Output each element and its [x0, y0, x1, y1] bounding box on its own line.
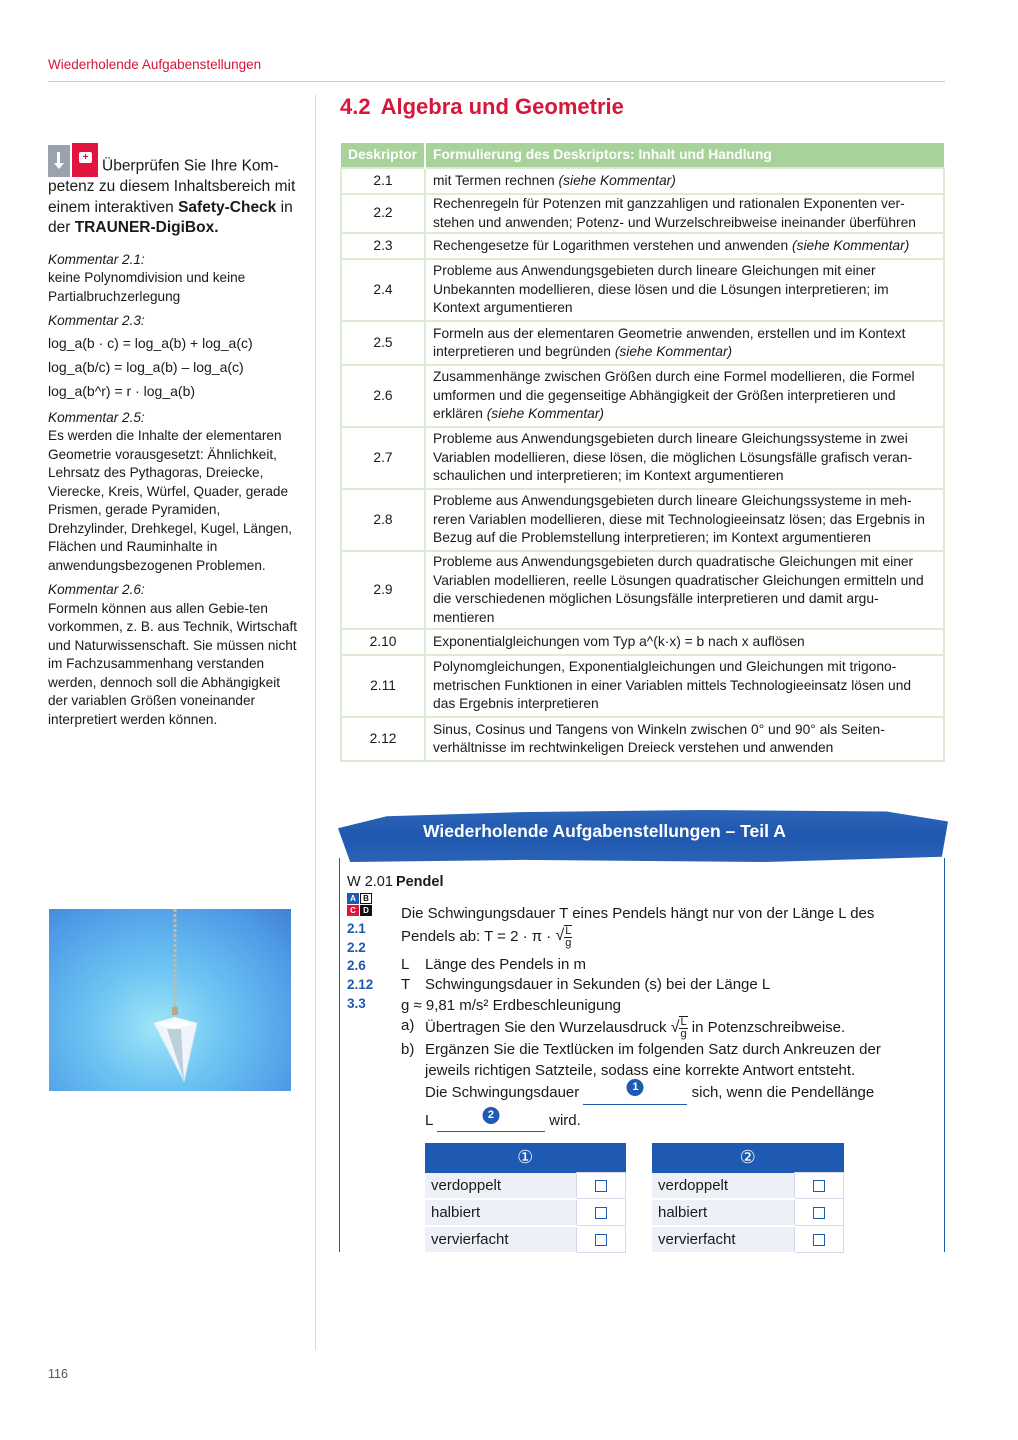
table-row: [341, 655, 944, 717]
descriptor-id: 2.8: [341, 489, 425, 551]
digibox-link[interactable]: TRAUNER-DigiBox.: [74, 219, 219, 236]
task-intro: Die Schwingungsdauer T eines Pendels hängt nur von der Länge L des: [401, 905, 875, 922]
kommentar-text: keine Polynomdivision und keine Partialbruchzerlegung: [48, 270, 246, 304]
descriptor-ref: 2.2: [347, 939, 366, 955]
descriptor-refs: [347, 920, 373, 1014]
kommentar-2-3: [48, 312, 298, 403]
kommentar-2-1: [48, 251, 298, 307]
table-row: [341, 365, 944, 427]
descriptor-text: [425, 489, 944, 551]
checkbox-1-halbiert[interactable]: [595, 1207, 607, 1219]
table-row: [341, 629, 944, 655]
table-row: [341, 321, 944, 365]
difficulty-a: A: [347, 893, 359, 904]
subtask-a: [401, 1016, 921, 1040]
sentence-part: wird.: [544, 1111, 581, 1129]
descriptor-id: 2.12: [341, 717, 425, 761]
descriptor-id: 2.7: [341, 427, 425, 489]
descriptor-description: Probleme aus Anwendungsgebieten durch lineare Gleichungssysteme in zwei Variablen modellieren, diese lösen, die möglichen Lösungsfälle grafisch veran-schaulichen und interpretieren; im Kontext argumentieren: [433, 431, 913, 484]
safety-check-icon[interactable]: [48, 143, 98, 177]
column-header-formulierung: Formulierung des Deskriptors: Inhalt und Handlung: [425, 143, 944, 168]
pendulum-photo: [49, 909, 291, 1091]
gap-2[interactable]: [437, 1108, 545, 1133]
descriptor-description: Polynomgleichungen, Exponentialgleichungen und Gleichungen mit trigono-metrischen Funktionen in einer Variablen mittels Technologieeinsatz lösen und das Ergebnis interpretieren: [433, 659, 912, 712]
descriptor-id: 2.1: [341, 168, 425, 194]
descriptor-id: 2.5: [341, 321, 425, 365]
kommentar-text: Formeln können aus allen Gebie-ten vorkommen, z. B. aus Technik, Wirtschaft und Naturwissenschaft. Sie müssen nicht im Fachzusammenhang verstanden werden, dennoch soll die Abhängigkeit der variablen Größen voneinander interpretiert werden können.: [48, 600, 298, 727]
choice-row: [652, 1226, 844, 1253]
column-header-deskriptor: Deskriptor: [341, 143, 425, 168]
subtask-label: b): [401, 1041, 415, 1058]
descriptor-description: Exponentialgleichungen vom Typ a^(k·x) = b nach x auflösen: [433, 633, 805, 649]
variable-t: [401, 975, 921, 996]
descriptor-text: [425, 365, 944, 427]
see-comment-note: (siehe Kommentar): [614, 344, 733, 359]
choice-row: [425, 1226, 626, 1253]
sentence-part: L: [425, 1111, 437, 1129]
variable-text: Schwingungsdauer in Sekunden (s) bei der Länge L: [425, 976, 771, 993]
kommentar-text: Es werden die Inhalte der elementaren Geometrie vorausgesetzt: Ähnlichkeit, Lehrsatz des Pythagoras, Dreiecke, Vierecke, Kreis, Würfel, Quader, gerade Prismen, gerade Pyramiden, Drehzylinder, Drehkegel, Kugel, Längen, Flächen und Rauminhalte in anwendungsbezogenen Problemen.: [48, 428, 293, 573]
descriptor-text: [425, 427, 944, 489]
subtask-text: in Potenzschreibweise.: [687, 1018, 846, 1036]
pendulum-image: [49, 909, 291, 1091]
descriptor-text: [425, 717, 944, 761]
choice-row: [652, 1173, 844, 1199]
formula-denominator: g: [565, 936, 572, 949]
kommentar-title: Kommentar 2.5:: [48, 409, 145, 425]
formula-numerator: L: [680, 1016, 687, 1028]
table-row: [341, 168, 944, 194]
table-row: [341, 427, 944, 489]
difficulty-grid: [347, 893, 373, 916]
descriptor-id: 2.2: [341, 194, 425, 233]
choice-label: verdoppelt: [425, 1173, 577, 1199]
table-row: [341, 717, 944, 761]
column-divider: [315, 95, 316, 1350]
subtask-text: Übertragen Sie den Wurzelausdruck: [425, 1018, 671, 1036]
descriptor-table: [340, 143, 945, 762]
descriptor-id: 2.10: [341, 629, 425, 655]
checkbox-1-verdoppelt[interactable]: [595, 1180, 607, 1192]
task-intro: Pendels ab: T = 2 · π ·: [401, 927, 556, 945]
descriptor-text: [425, 194, 944, 233]
table-row: [341, 551, 944, 629]
descriptor-description: Sinus, Cosinus und Tangens von Winkeln zwischen 0° und 90° als Seiten-verhältnisse im rechtwinkeligen Dreieck verstehen und anwenden: [433, 721, 885, 755]
safety-check-note: [48, 143, 298, 239]
descriptor-text: [425, 321, 944, 365]
section-title: [340, 94, 624, 120]
variable-text: Länge des Pendels in m: [425, 955, 586, 973]
safety-text: Überprüfen Sie Ihre Kom-petenz zu diesem Inhaltsbereich mit einem interaktiven: [48, 157, 296, 216]
descriptor-description: Formeln aus der elementaren Geometrie anwenden, erstellen und im Kontext interpretieren und begründen: [433, 325, 906, 359]
choice-header-1: ①: [425, 1143, 626, 1173]
section-title-text: Algebra und Geometrie: [380, 94, 624, 119]
descriptor-text: [425, 629, 944, 655]
descriptor-id: 2.9: [341, 551, 425, 629]
descriptor-text: [425, 168, 944, 194]
descriptor-text: [425, 655, 944, 717]
gravity-line: g ≈ 9,81 m/s² Erdbeschleunigung: [401, 996, 622, 1014]
sidebar: [48, 143, 298, 735]
table-header-row: [341, 143, 944, 168]
descriptor-id: 2.3: [341, 233, 425, 259]
sentence-part: Die Schwingungsdauer: [425, 1084, 584, 1101]
descriptor-description: Zusammenhänge zwischen Größen durch eine Formel modellieren, die Formel umformen und die gegenseitige Abhängigkeit der Größen interpretieren und erklären: [433, 369, 915, 422]
kommentar-title: Kommentar 2.6:: [48, 582, 145, 597]
choice-label: vervierfacht: [425, 1226, 577, 1253]
task-heading: [347, 874, 443, 890]
variable-l: [401, 955, 921, 976]
subtask-text: Ergänzen Sie die Textlücken im folgenden Satz durch Ankreuzen der jeweils richtigen Satzteile, sodass eine korrekte Antwort entsteht.: [425, 1041, 881, 1079]
table-row: [341, 233, 944, 259]
sqrt-formula: √ $\frac{L}{g}$: [670, 1016, 687, 1040]
choice-row: [425, 1199, 626, 1226]
descriptor-description: Rechengesetze für Logarithmen verstehen und anwenden: [433, 237, 792, 253]
kommentar-title: Kommentar 2.3:: [48, 313, 145, 328]
safety-text: in der: [48, 198, 293, 236]
kommentar-title: Kommentar 2.1:: [48, 251, 145, 267]
descriptor-id: 2.6: [341, 365, 425, 427]
task-body: [401, 904, 921, 1132]
choice-table-1: [425, 1143, 626, 1254]
table-row: [341, 489, 944, 551]
running-head: Wiederholende Aufgabenstellungen: [48, 57, 262, 72]
choice-row: [652, 1199, 844, 1226]
descriptor-text: [425, 259, 944, 321]
see-comment-note: (siehe Kommentar): [558, 172, 676, 188]
descriptor-description: Probleme aus Anwendungsgebieten durch lineare Gleichungen mit einer Unbekannten modellieren, diese lösen und die Lösungen interpretieren; im Kontext argumentieren: [433, 263, 889, 316]
page-number: 116: [48, 1367, 68, 1381]
descriptor-id: 2.4: [341, 259, 425, 321]
log-quotient-rule: log_a(b/c) = log_a(b) – log_a(c): [48, 358, 244, 375]
checkbox-2-halbiert[interactable]: [813, 1207, 825, 1219]
section-number: 4.2: [340, 94, 371, 119]
gap-marker-2: 2: [482, 1107, 499, 1124]
descriptor-ref: 3.3: [347, 995, 366, 1011]
descriptor-description: Probleme aus Anwendungsgebieten durch lineare Gleichungssysteme in meh-reren Variablen modellieren, diese mit Technologieeinsatz lösen; das Ergebnis in Bezug auf die Problemstellung interpretieren; im Kontext argumentieren: [433, 493, 925, 546]
variable-symbol: T: [401, 976, 411, 993]
descriptor-text: [425, 233, 944, 259]
choice-label: halbiert: [652, 1199, 795, 1226]
descriptor-text: [425, 551, 944, 629]
gap-1[interactable]: [583, 1083, 687, 1105]
choice-label: vervierfacht: [652, 1226, 795, 1253]
choice-label: halbiert: [425, 1199, 577, 1226]
choice-header-2: ②: [652, 1143, 844, 1173]
gap-marker-1: 1: [627, 1079, 644, 1096]
difficulty-c: C: [347, 905, 359, 916]
formula-denominator: g: [680, 1028, 687, 1040]
difficulty-b: B: [360, 893, 372, 904]
checkbox-1-vervierfacht[interactable]: [595, 1234, 607, 1246]
see-comment-note: (siehe Kommentar): [486, 406, 605, 422]
chat-plus-icon: +: [79, 152, 92, 163]
kommentar-2-5: [48, 409, 298, 576]
table-row: [341, 259, 944, 321]
kommentar-2-6: [48, 581, 298, 729]
download-icon: [48, 145, 70, 177]
descriptor-description: mit Termen rechnen: [433, 172, 559, 188]
descriptor-ref: 2.12: [347, 977, 374, 993]
formula-numerator: L: [565, 924, 572, 937]
choice-label: verdoppelt: [652, 1173, 795, 1199]
gap-sentence: [425, 1083, 921, 1105]
subtask-label: a): [401, 1017, 415, 1034]
table-row: [341, 194, 944, 233]
checkbox-2-vervierfacht[interactable]: [813, 1234, 825, 1246]
safety-bold: Safety-Check: [178, 198, 277, 216]
task-name: Pendel: [395, 874, 444, 890]
descriptor-ref: 2.1: [347, 921, 366, 936]
log-product-rule: log_a(b · c) = log_a(b) + log_a(c): [48, 334, 253, 351]
see-comment-note: (siehe Kommentar): [791, 237, 910, 253]
descriptor-ref: 2.6: [347, 958, 366, 974]
task-id: W 2.01: [347, 874, 393, 890]
gap-sentence: [425, 1108, 921, 1133]
variable-symbol: L: [401, 955, 410, 973]
descriptor-description: Probleme aus Anwendungsgebieten durch quadratische Gleichungen mit einer Variablen modellieren, reelle Lösungen quadratischer Gleichungen ermitteln und die verschiedenen möglichen Lösungsfälle interpretieren und damit argu-mentieren: [433, 554, 924, 625]
descriptor-description: Rechenregeln für Potenzen mit ganzzahligen und rationalen Exponenten ver-stehen und anwenden; Potenz- und Wurzelschreibweise ineinander überführen: [433, 196, 916, 230]
checkbox-2-verdoppelt[interactable]: [813, 1180, 825, 1192]
difficulty-d: D: [360, 905, 372, 916]
banner-title: Wiederholende Aufgabenstellungen – Teil A: [423, 821, 786, 841]
sqrt-formula: √ $\frac{L}{g}$: [555, 924, 572, 949]
header-rule: [48, 81, 945, 82]
task-formula-line: [401, 925, 921, 949]
choice-table-2: [652, 1143, 844, 1254]
choice-row: [425, 1173, 626, 1199]
sentence-part: sich, wenn die Pendellänge: [687, 1084, 875, 1101]
descriptor-id: 2.11: [341, 655, 425, 717]
log-power-rule: log_a(b^r) = r · log_a(b): [48, 382, 196, 399]
subtask-b: [401, 1040, 921, 1132]
